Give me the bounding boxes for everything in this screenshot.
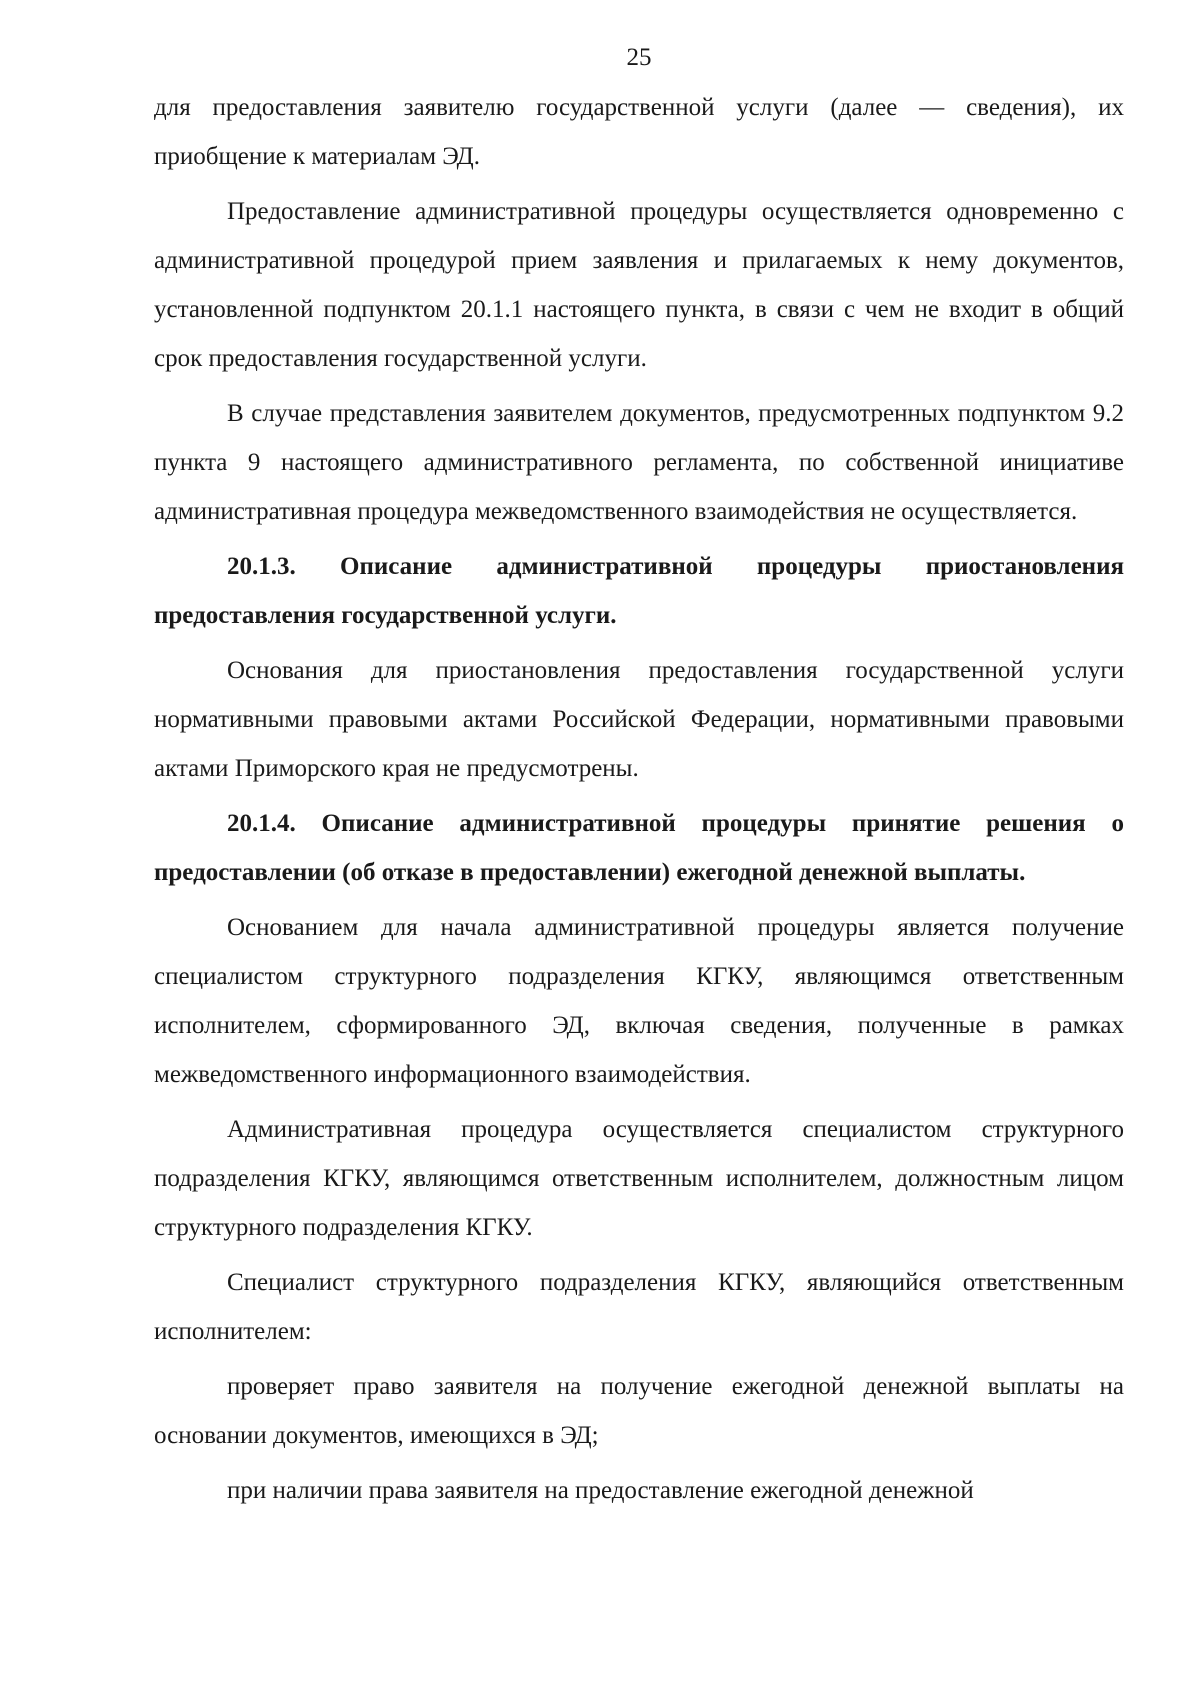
- paragraph: Специалист структурного подразделения КГКУ, являющийся ответственным исполнителем:: [154, 1269, 1124, 1345]
- paragraph: В случае представления заявителем документов, предусмотренных подпунктом 9.2 пункта 9 настоящего административного регламента, по собственной инициативе административная процедура межведомственного взаимодействия не осуществляется.: [154, 400, 1124, 525]
- section-heading-20-1-3: 20.1.3. Описание административной процедуры приостановления предоставления государственной услуги.: [154, 553, 1124, 629]
- section-heading-20-1-4: 20.1.4. Описание административной процедуры принятие решения о предоставлении (об отказе в предоставлении) ежегодной денежной выплаты.: [154, 810, 1124, 886]
- paragraph: Основания для приостановления предоставления государственной услуги нормативными правовыми актами Российской Федерации, нормативными правовыми актами Приморского края не предусмотрены.: [154, 657, 1124, 782]
- page-number: 25: [626, 44, 652, 71]
- paragraph: проверяет право заявителя на получение ежегодной денежной выплаты на основании документов, имеющихся в ЭД;: [154, 1373, 1124, 1449]
- document-page: [154, 36, 1124, 1521]
- paragraph: Административная процедура осуществляется специалистом структурного подразделения КГКУ, являющимся ответственным исполнителем, должностным лицом структурного подразделения КГКУ.: [154, 1116, 1124, 1241]
- paragraph-continuation: для предоставления заявителю государственной услуги (далее — сведения), их приобщение к материалам ЭД.: [154, 94, 1124, 170]
- paragraph: Предоставление административной процедуры осуществляется одновременно с административной процедурой прием заявления и прилагаемых к нему документов, установленной подпунктом 20.1.1 настоящего пункта, в связи с чем не входит в общий срок предоставления государственной услуги.: [154, 198, 1124, 372]
- paragraph-truncated: при наличии права заявителя на предоставление ежегодной денежной: [227, 1477, 974, 1504]
- paragraph: Основанием для начала административной процедуры является получение специалистом структурного подразделения КГКУ, являющимся ответственным исполнителем, сформированного ЭД, включая сведения, полученные в рамках межведомственного информационного взаимодействия.: [154, 914, 1124, 1088]
